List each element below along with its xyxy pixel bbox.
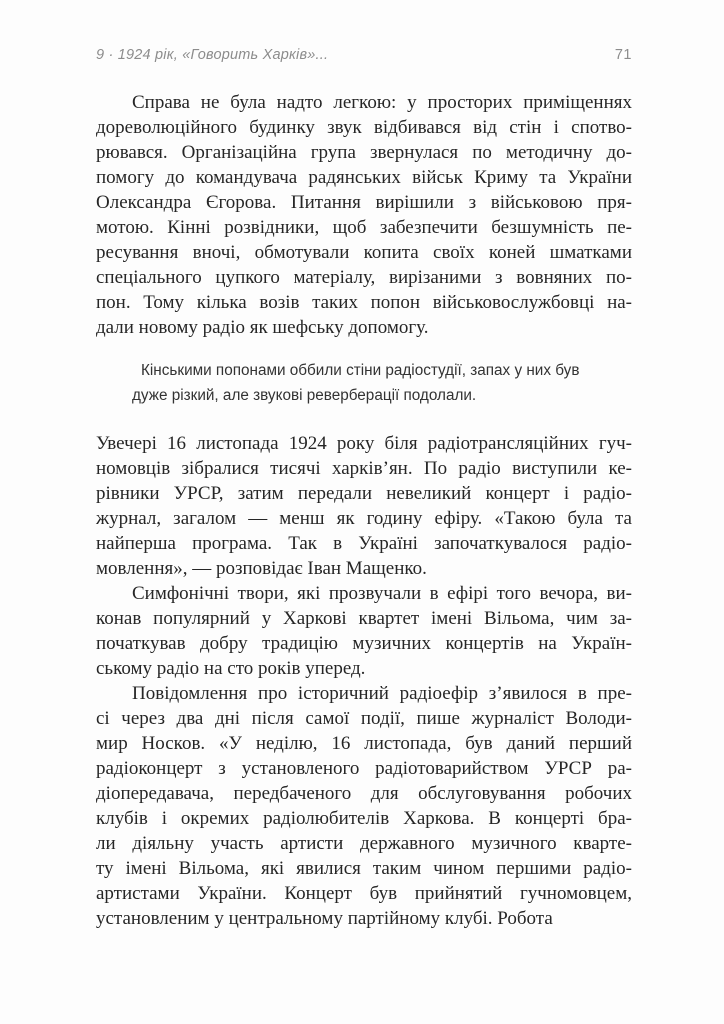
text-line: мир Носков. «У неділю, 16 листопада, був даний перший: [96, 733, 632, 754]
text-line: діопередавача, передбаченого для обслуговування робочих: [96, 783, 632, 804]
running-title: 9 · 1924 рік, «Говорить Харків»...: [96, 47, 329, 63]
text-line: ресування вночі, обмотували копита своїх коней шматками: [96, 242, 632, 263]
text-line: Олександра Єгорова. Питання вирішили з військовою пря-: [96, 192, 632, 213]
text-line: мовлення», — розповідає Іван Мащенко.: [96, 558, 427, 579]
body-paragraph: [96, 681, 632, 931]
callout-paragraph: [132, 358, 632, 408]
page-content: [96, 90, 632, 931]
body-paragraph: [96, 90, 632, 340]
text-line: рювався. Організаційна група звернулася по методичну до-: [96, 142, 632, 163]
text-line: пон. Тому кілька возів таких попон військовослужбовці на-: [96, 292, 632, 313]
text-line: номовців зібралися тисячі харків’ян. По радіо виступили ке-: [96, 458, 632, 479]
text-line: Симфонічні твори, які прозвучали в ефірі того вечора, ви-: [132, 583, 632, 604]
text-line: дуже різкий, але звукові реверберації подолали.: [132, 387, 477, 404]
text-line: мотою. Кінні розвідники, щоб забезпечити безшумність пе-: [96, 217, 632, 238]
text-line: дореволюційного будинку звук відбивався від стін і спотво-: [96, 117, 632, 138]
text-line: сі через два дні після самої події, пише журналіст Володи-: [96, 708, 632, 729]
text-line: найперша програма. Так в Україні започаткувалося радіо-: [96, 533, 632, 554]
text-line: рівники УРСР, затим передали невеликий концерт і радіо-: [96, 483, 632, 504]
text-line: Кінськими попонами оббили стіни радіостудії, запах у них був: [141, 362, 580, 379]
text-line: ському радіо на сто років уперед.: [96, 658, 366, 679]
running-header: [96, 47, 632, 63]
text-line: Повідомлення про історичний радіоефір з’явилося в пре-: [132, 683, 632, 704]
text-line: ту імені Вільома, які явилися таким чином першими радіо-: [96, 858, 632, 879]
page-number: 71: [614, 47, 632, 63]
text-line: спеціального цупкого матеріалу, вирізаними з вовняних по-: [96, 267, 632, 288]
body-paragraph: [96, 581, 632, 681]
text-line: Увечері 16 листопада 1924 року біля радіотрансляційних гуч-: [96, 433, 632, 454]
text-line: Справа не була надто легкою: у просторих приміщеннях: [132, 92, 632, 113]
text-line: початкував добру традицію музичних концертів на Україн-: [96, 633, 632, 654]
body-paragraph: [96, 431, 632, 581]
text-line: артистами України. Концерт був прийнятий гучномовцем,: [96, 883, 632, 904]
text-line: помогу до командувача радянських військ Криму та України: [96, 167, 632, 188]
text-line: ли діяльну участь артисти державного музичного кварте-: [96, 833, 632, 854]
text-line: конав популярний у Харкові квартет імені Вільома, чим за-: [96, 608, 632, 629]
text-line: радіоконцерт з установленого радіотоварийством УРСР ра-: [96, 758, 632, 779]
text-line: журнал, загалом — менш як годину ефіру. «Такою була та: [96, 508, 632, 529]
text-line: установленим у центральному партійному клубі. Робота: [96, 908, 553, 929]
text-line: клубів і окремих радіолюбителів Харкова. В концерті бра-: [96, 808, 632, 829]
text-line: дали новому радіо як шефську допомогу.: [96, 317, 429, 338]
